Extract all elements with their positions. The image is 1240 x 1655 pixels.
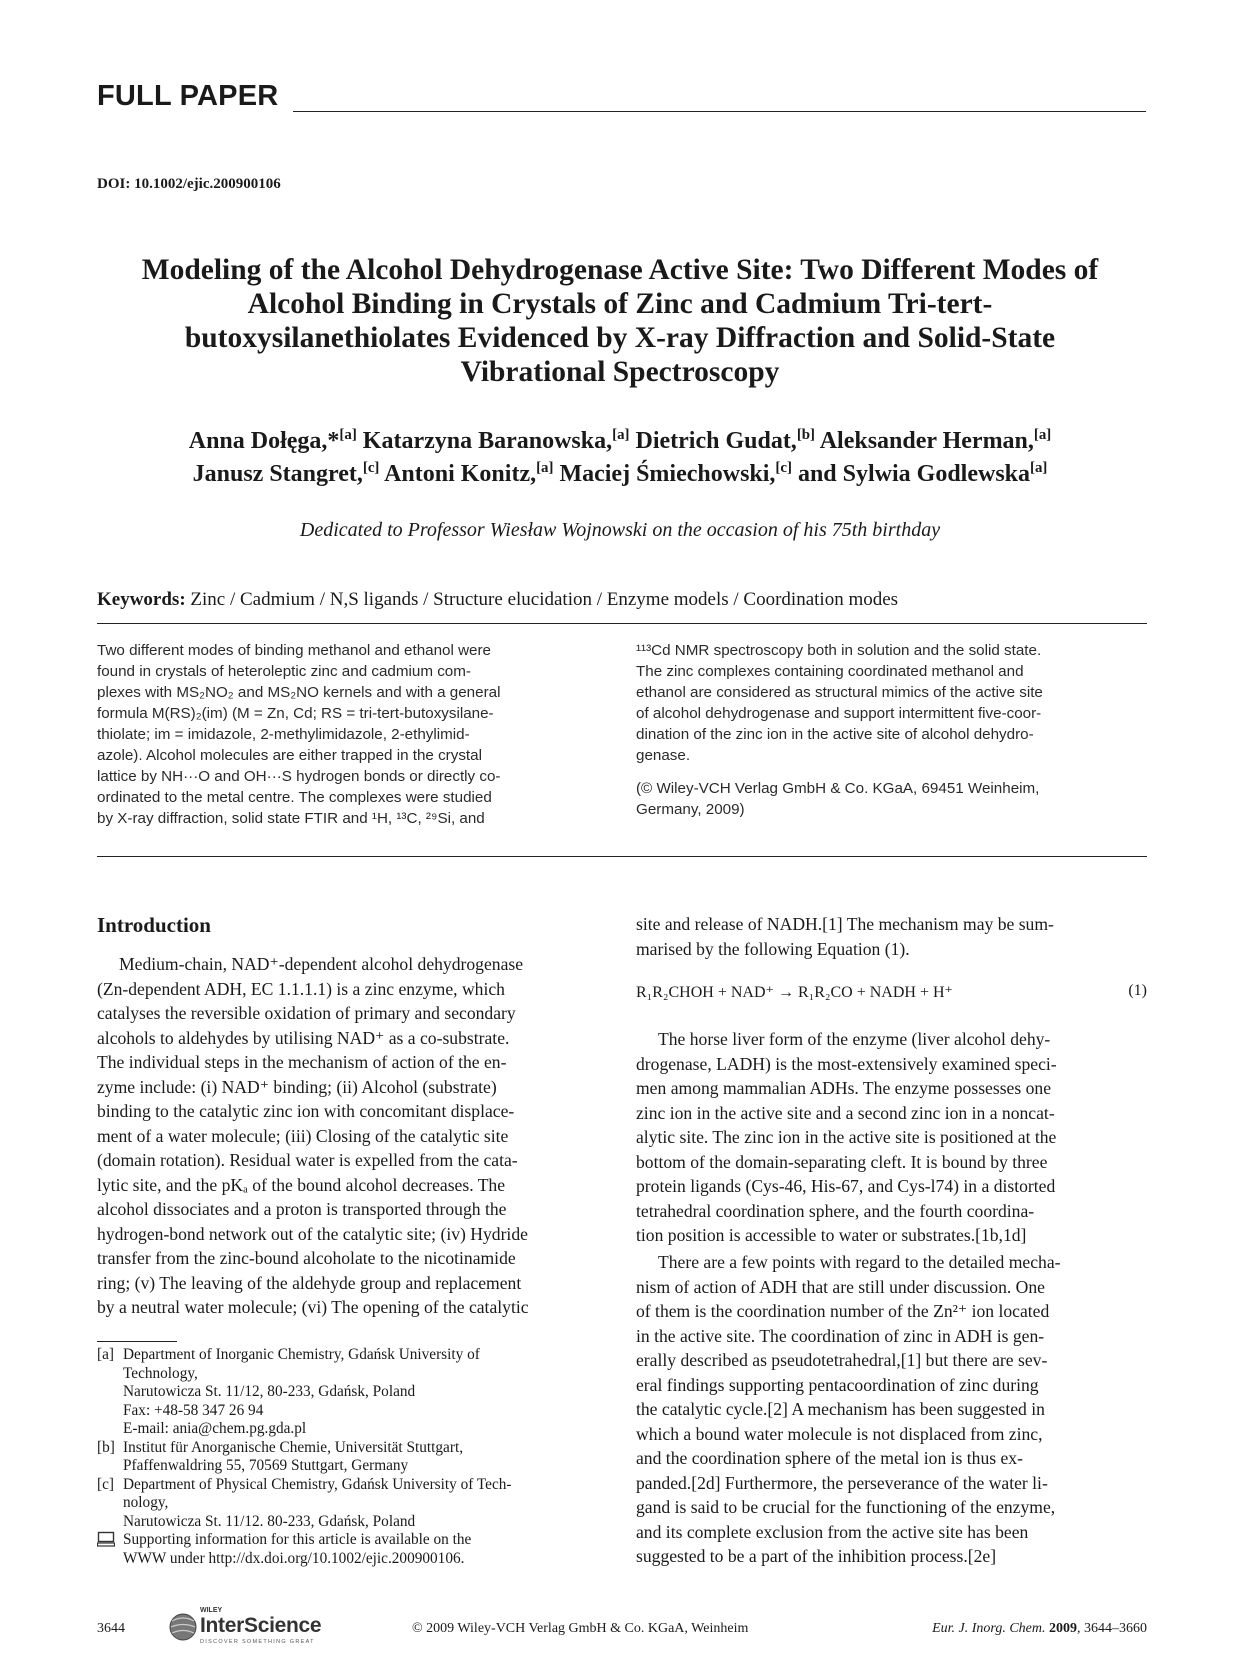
body-line: in the active site. The coordination of zinc in ADH is gen-	[636, 1325, 1045, 1346]
body-line: catalyses the reversible oxidation of primary and secondary	[97, 1003, 516, 1023]
abstract-bottom-rule	[97, 856, 1147, 857]
footnote-line: Narutowicza St. 11/12. 80-233, Gdańsk, Poland	[123, 1512, 416, 1530]
body-line: Medium-chain, NAD⁺-dependent alcohol dehydrogenase	[119, 954, 524, 974]
footnote-label: [c]	[97, 1475, 114, 1493]
affiliation-mark: [b]	[796, 427, 815, 443]
supporting-info-link[interactable]: WWW under http://dx.doi.org/10.1002/ejic.200900106.	[123, 1549, 465, 1567]
body-line: hydrogen-bond network out of the catalytic site; (iv) Hydride	[97, 1223, 528, 1244]
footnote-c	[97, 1476, 607, 1532]
computer-icon	[97, 1531, 123, 1568]
author-line	[100, 425, 1140, 458]
body-line: eral findings supporting pentacoordination of zinc during	[636, 1374, 1039, 1395]
body-line: (Zn-dependent ADH, EC 1.1.1.1) is a zinc enzyme, which	[97, 978, 505, 999]
logo-main: InterScience	[200, 1614, 322, 1637]
footnote-label: [a]	[97, 1346, 114, 1363]
abstract-line: ordinated to the metal centre. The complexes were studied	[97, 789, 492, 806]
footnote-line: nology,	[123, 1494, 169, 1511]
author-name: Aleksander Herman,	[819, 428, 1034, 454]
equation-text: R₁R₂CHOH + NAD⁺ → R₁R₂CO + NADH + H⁺	[636, 984, 953, 1001]
title-line: butoxysilanethiolates Evidenced by X-ray Diffraction and Solid-State	[184, 322, 1056, 354]
body-line: alcohol dissociates and a proton is transported through the	[97, 1199, 507, 1219]
author-line	[100, 458, 1140, 491]
abstract-line: ethanol are considered as structural mimics of the active site	[636, 684, 1043, 701]
body-line: tion position is accessible to water or substrates.[1b,1d]	[636, 1225, 1027, 1245]
footnote-line: Supporting information for this article is available on the	[123, 1531, 472, 1548]
body-line: ment of a water molecule; (iii) Closing of the catalytic site	[97, 1125, 509, 1146]
body-line: erally described as pseudotetrahedral,[1] but there are sev-	[636, 1350, 1048, 1370]
author-name: Maciej Śmiechowski,	[559, 461, 776, 487]
footnote-line: Pfaffenwaldring 55, 70569 Stuttgart, Germany	[123, 1457, 409, 1474]
footer-copyright: © 2009 Wiley-VCH Verlag GmbH & Co. KGaA, Weinheim	[412, 1621, 749, 1636]
body-line: bottom of the domain-separating cleft. It is bound by three	[636, 1151, 1048, 1172]
body-line: transfer from the zinc-bound alcoholate to the nicotinamide	[97, 1248, 516, 1268]
body-line: There are a few points with regard to the detailed mecha-	[658, 1252, 1061, 1272]
author-list	[100, 425, 1140, 491]
title-line: Alcohol Binding in Crystals of Zinc and Cadmium Tri-tert-	[247, 288, 993, 320]
abstract-line: azole). Alcohol molecules are either trapped in the crystal	[97, 747, 482, 764]
body-line: The horse liver form of the enzyme (liver alcohol dehy-	[658, 1029, 1051, 1049]
abstract-line: lattice by NH···O and OH···S hydrogen bonds or directly co-	[97, 768, 501, 785]
abstract-line: formula M(RS)₂(im) (M = Zn, Cd; RS = tri-tert-butoxysilane-	[97, 705, 494, 722]
footnote-line: Institut für Anorganische Chemie, Universität Stuttgart,	[123, 1438, 464, 1456]
body-line: gand is said to be crucial for the functioning of the enzyme,	[636, 1497, 1056, 1517]
footnote-b	[97, 1439, 607, 1476]
body-line: drogenase, LADH) is the most-extensively examined speci-	[636, 1053, 1057, 1074]
body-line: zyme include: (i) NAD⁺ binding; (ii) Alcohol (substrate)	[97, 1076, 497, 1097]
affiliation-mark: [c]	[362, 460, 380, 476]
abstract-line: found in crystals of heteroleptic zinc and cadmium com-	[97, 663, 471, 680]
footnote-line: Department of Inorganic Chemistry, Gdańsk University of	[123, 1346, 480, 1363]
abstract-line: genase.	[636, 747, 691, 764]
body-line: of them is the coordination number of the Zn²⁺ ion located	[636, 1301, 1050, 1321]
abstract-line: dination of the zinc ion in the active site of alcohol dehydro-	[636, 726, 1034, 743]
body-line: The individual steps in the mechanism of action of the en-	[97, 1052, 507, 1072]
equation-number: (1)	[1128, 982, 1147, 999]
body-line: men among mammalian ADHs. The enzyme possesses one	[636, 1078, 1051, 1098]
abstract-top-rule	[97, 623, 1147, 624]
body-line: nism of action of ADH that are still under discussion. One	[636, 1276, 1045, 1297]
journal-citation	[932, 1621, 1147, 1637]
abstract-line: Two different modes of binding methanol and ethanol were	[97, 642, 492, 659]
section-label: FULL PAPER	[97, 80, 279, 112]
body-line: zinc ion in the active site and a second zinc ion in a noncat-	[636, 1102, 1055, 1123]
body-line: the catalytic cycle.[2] A mechanism has been suggested in	[636, 1399, 1045, 1419]
dedication: Dedicated to Professor Wiesław Wojnowski on the occasion of his 75th birthday	[299, 519, 941, 541]
author-name: and Sylwia Godlewska	[797, 461, 1031, 487]
abstract-line: by X-ray diffraction, solid state FTIR and ¹H, ¹³C, ²⁹Si, and	[97, 810, 485, 827]
intro-left-column	[97, 952, 607, 1320]
footnote-supporting-info	[97, 1531, 607, 1568]
body-line: site and release of NADH.[1] The mechanism may be sum-	[636, 914, 1054, 934]
intro-right-p3	[636, 1250, 1147, 1569]
affiliation-mark: [c]	[775, 460, 792, 476]
logo-small: WILEY	[200, 1607, 223, 1614]
section-heading: Introduction	[97, 913, 211, 937]
author-name: Dietrich Gudat,	[635, 428, 797, 454]
title-line: Vibrational Spectroscopy	[460, 356, 780, 388]
abstract-line: plexes with MS₂NO₂ and MS₂NO kernels and with a general	[97, 684, 501, 701]
abstract-left	[97, 640, 607, 829]
body-line: and its complete exclusion from the active site has been	[636, 1521, 1029, 1542]
body-line: by a neutral water molecule; (vi) The opening of the catalytic	[97, 1297, 529, 1317]
body-line: which a bound water molecule is not displaced from zinc,	[636, 1423, 1043, 1444]
footnote-email[interactable]: E-mail: ania@chem.pg.gda.pl	[123, 1420, 307, 1437]
author-name: Janusz Stangret,	[192, 461, 363, 487]
affiliation-mark: [a]	[339, 427, 357, 443]
affiliation-mark: [a]	[1033, 427, 1052, 443]
author-name: Anna Dołęga,*	[188, 428, 340, 454]
abstract-copyright: Germany, 2009)	[636, 801, 745, 818]
abstract-line: The zinc complexes containing coordinated methanol and	[636, 663, 1024, 680]
author-name: Katarzyna Baranowska,	[362, 428, 613, 454]
doi: DOI: 10.1002/ejic.200900106	[97, 176, 281, 192]
body-line: marised by the following Equation (1).	[636, 938, 910, 959]
page-number: 3644	[97, 1621, 125, 1636]
body-line: alcohols to aldehydes by utilising NAD⁺ as a co-substrate.	[97, 1027, 510, 1048]
body-line: suggested to be a part of the inhibition process.[2e]	[636, 1546, 997, 1566]
journal-name: Eur. J. Inorg. Chem.	[932, 1621, 1046, 1636]
footnote-line: Technology,	[123, 1364, 198, 1382]
footnote-rule	[97, 1341, 177, 1342]
body-line: alytic site. The zinc ion in the active site is positioned at the	[636, 1127, 1057, 1147]
body-line: protein ligands (Cys-46, His-67, and Cys-l74) in a distorted	[636, 1176, 1056, 1196]
equation-1	[636, 982, 1147, 1002]
journal-year: 2009	[1049, 1621, 1077, 1636]
keywords	[97, 589, 898, 611]
body-line: tetrahedral coordination sphere, and the fourth coordina-	[636, 1200, 1035, 1221]
article-title	[100, 253, 1140, 389]
author-name: Antoni Konitz,	[384, 461, 537, 487]
body-line: ring; (v) The leaving of the aldehyde group and replacement	[97, 1272, 522, 1293]
footnote-label: [b]	[97, 1438, 115, 1456]
body-line: and the coordination sphere of the metal ion is thus ex-	[636, 1448, 1023, 1468]
affiliation-mark: [a]	[536, 460, 554, 476]
intro-right-top	[636, 912, 1147, 961]
journal-pages: , 3644–3660	[1077, 1621, 1147, 1636]
body-line: lytic site, and the pKₐ of the bound alcohol decreases. The	[97, 1174, 506, 1195]
body-line: panded.[2d] Furthermore, the perseverance of the water li-	[636, 1472, 1048, 1493]
title-line: Modeling of the Alcohol Dehydrogenase Active Site: Two Different Modes of	[141, 254, 1099, 286]
body-line: binding to the catalytic zinc ion with concomitant displace-	[97, 1101, 515, 1121]
footnote-line: Fax: +48-58 347 26 94	[123, 1401, 264, 1419]
abstract-copyright: (© Wiley-VCH Verlag GmbH & Co. KGaA, 69451 Weinheim,	[636, 780, 1040, 797]
abstract-right	[636, 640, 1147, 820]
keywords-text: Zinc / Cadmium / N,S ligands / Structure elucidation / Enzyme models / Coordination modes	[190, 589, 899, 610]
abstract-line: ¹¹³Cd NMR spectroscopy both in solution and the solid state.	[636, 642, 1042, 659]
footnotes	[97, 1346, 607, 1568]
header-rule	[293, 111, 1146, 112]
footnote-line: Department of Physical Chemistry, Gdańsk University of Tech-	[123, 1475, 512, 1493]
abstract-line: thiolate; im = imidazole, 2-methylimidazole, 2-ethylimid-	[97, 726, 470, 743]
footnote-a	[97, 1346, 607, 1439]
logo-tagline: DISCOVER SOMETHING GREAT	[200, 1639, 315, 1645]
body-line: (domain rotation). Residual water is expelled from the cata-	[97, 1150, 518, 1170]
abstract-line: of alcohol dehydrogenase and support intermittent five-coor-	[636, 705, 1042, 722]
affiliation-mark: [a]	[612, 427, 630, 443]
keywords-label: Keywords:	[97, 589, 186, 610]
affiliation-mark: [a]	[1030, 460, 1048, 476]
intro-right-p2	[636, 1027, 1147, 1248]
footnote-line: Narutowicza St. 11/12, 80-233, Gdańsk, Poland	[123, 1383, 416, 1400]
